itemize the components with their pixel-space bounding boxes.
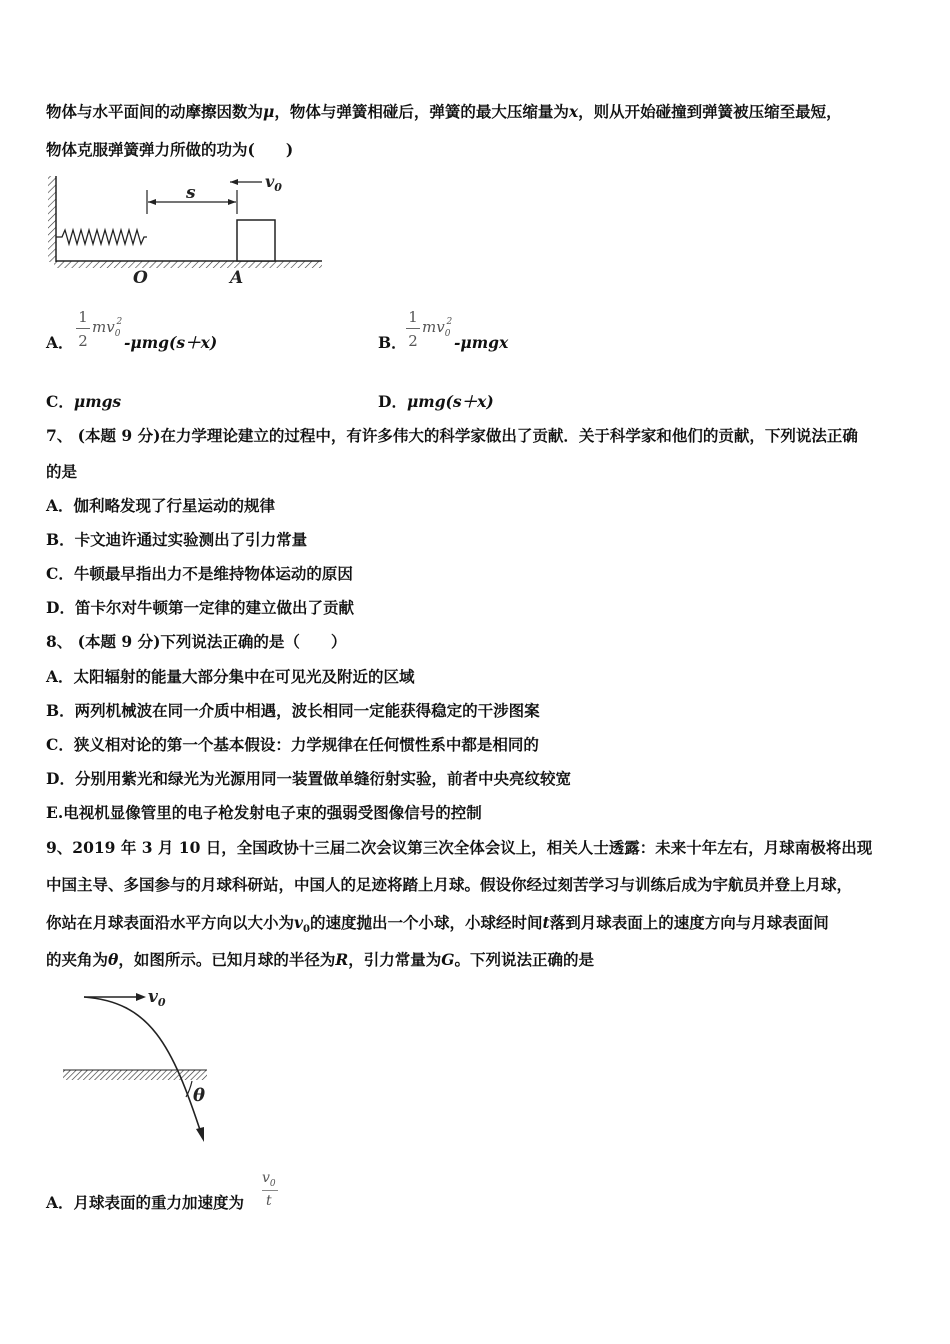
q7-option-d: D．笛卡尔对牛顿第一定律的建立做出了贡献 xyxy=(46,598,354,617)
q6-option-a-frac-den: 2 xyxy=(78,332,88,350)
q7-option-b: B．卡文迪许通过实验测出了引力常量 xyxy=(46,530,308,549)
q9-stem-line2: 中国主导、多国参与的月球科研站，中国人的足迹将踏上月球。假设你经过刻苦学习与训练后成为宇航员并登上月球， xyxy=(46,875,853,894)
q6-option-a-label: A． xyxy=(46,333,74,352)
spring xyxy=(56,230,147,244)
projectile-figure xyxy=(60,984,230,1148)
ground xyxy=(54,261,322,268)
wall xyxy=(48,176,56,262)
q8-option-d: D．分别用紫光和绿光为光源用同一装置做单缝衍射实验，前者中央亮纹较宽 xyxy=(46,769,571,788)
q6-option-b-text: -μmgx xyxy=(454,333,509,352)
spring-block-figure xyxy=(44,168,334,290)
q6-option-a-frac-num: 1 xyxy=(78,308,88,326)
q7-stem-line1: 7、 (本题 9 分)在力学理论建立的过程中，有许多伟大的科学家做出了贡献．关于科学家和他们的贡献，下列说法正确 xyxy=(46,426,858,445)
q6-option-b-frac-num: 1 xyxy=(408,308,418,326)
q6-stem-line2: 物体克服弹簧弹力所做的功为( ) xyxy=(46,140,294,159)
q6-option-c: C．μmgs xyxy=(46,392,122,411)
q9-option-a-text: A．月球表面的重力加速度为 xyxy=(46,1193,245,1212)
label-s: s xyxy=(186,183,196,203)
q6-option-b-mv: $mv_0^2$ xyxy=(422,317,453,339)
moon-surface xyxy=(63,1070,207,1080)
q7-option-a: A．伽利略发现了行星运动的规律 xyxy=(46,496,276,515)
q6-option-a-text: -μmg(s＋x) xyxy=(124,333,218,352)
q6-option-b-label: B． xyxy=(378,333,407,352)
q9-stem-line3: 你站在月球表面沿水平方向以大小为$v_0$的速度抛出一个小球，小球经时间t落到月球表面上的速度方向与月球表面间 xyxy=(46,913,829,935)
q9-option-a-frac-num: $v_0$ xyxy=(262,1170,276,1189)
q7-stem-line2: 的是 xyxy=(46,462,78,481)
q8-option-b: B．两列机械波在同一介质中相遇，波长相同一定能获得稳定的干涉图案 xyxy=(46,701,540,720)
label-O: O xyxy=(133,268,148,288)
q6-stem-line1: 物体与水平面间的动摩擦因数为μ，物体与弹簧相碰后，弹簧的最大压缩量为x，则从开始碰撞到弹簧被压缩至最短， xyxy=(46,102,842,121)
q8-stem: 8、 (本题 9 分)下列说法正确的是（ ） xyxy=(46,632,347,651)
q8-option-c: C．狭义相对论的第一个基本假设：力学规律在任何惯性系中都是相同的 xyxy=(46,735,539,754)
q6-option-d: D．μmg(s＋x) xyxy=(378,392,494,411)
q9-stem-line4: 的夹角为θ，如图所示。已知月球的半径为R，引力常量为G。下列说法正确的是 xyxy=(46,950,595,969)
label-v0-q9: $v_0$ xyxy=(148,987,166,1009)
q6-option-a-mv: $mv_0^2$ xyxy=(92,317,123,339)
q9-option-a-frac-den: t xyxy=(266,1193,272,1209)
q6-option-b-frac-den: 2 xyxy=(408,332,418,350)
label-theta: θ xyxy=(193,1085,206,1106)
q7-option-c: C．牛顿最早指出力不是维持物体运动的原因 xyxy=(46,564,353,583)
q8-option-a: A．太阳辐射的能量大部分集中在可见光及附近的区域 xyxy=(46,667,415,686)
trajectory xyxy=(84,997,202,1136)
q9-stem-line1: 9、2019 年 3 月 10 日，全国政协十三届二次会议第三次全体会议上，相关人士透露：未来十年左右，月球南极将出现 xyxy=(46,838,873,857)
label-A: A xyxy=(230,268,244,288)
label-v0: $v_0$ xyxy=(265,172,282,194)
block xyxy=(237,220,275,261)
q8-option-e: E.电视机显像管里的电子枪发射电子束的强弱受图像信号的控制 xyxy=(46,803,482,822)
